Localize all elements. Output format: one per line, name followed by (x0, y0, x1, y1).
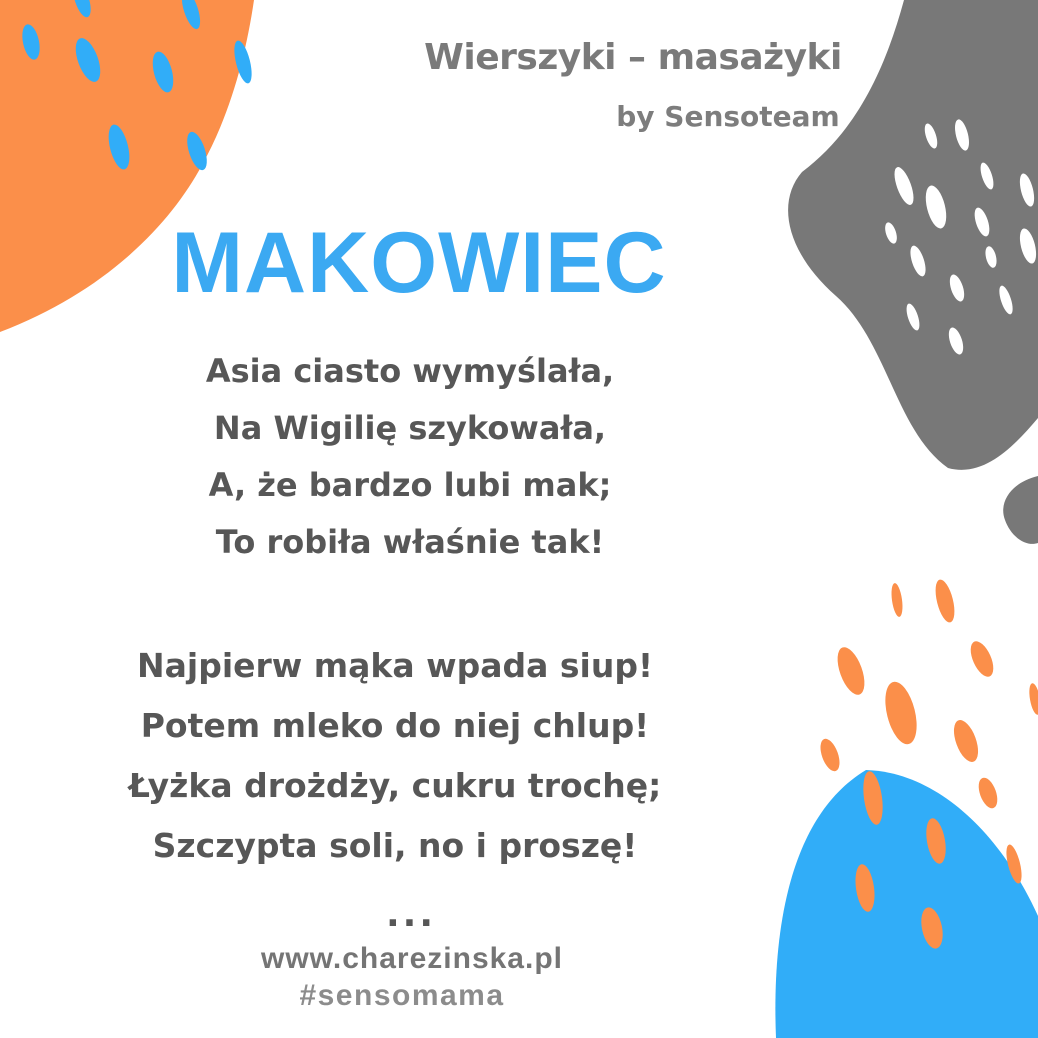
orange-dot (817, 736, 844, 773)
ellipsis-divider: ... (385, 894, 437, 935)
hashtag: #sensomama (299, 979, 505, 1012)
orange-dot (975, 775, 1001, 811)
orange-dot (949, 717, 983, 765)
poem-line: To robiła właśnie tak! (215, 523, 605, 561)
poem-title: MAKOWIEC (171, 215, 667, 311)
poem-stanza-2 (0, 636, 790, 876)
header-subtitle: by Sensoteam (616, 100, 840, 133)
orange-dot (966, 638, 998, 680)
poem-line: Na Wigilię szykowała, (213, 409, 607, 447)
poem-line: Najpierw mąka wpada siup! (137, 646, 653, 685)
gray-blob-lobe (1003, 476, 1038, 544)
orange-dot (832, 644, 870, 699)
orange-dot (1027, 682, 1038, 715)
orange-dot (890, 582, 905, 617)
poem-line: A, że bardzo lubi mak; (208, 466, 612, 504)
poem-line: Szczypta soli, no i proszę! (152, 826, 638, 865)
header-title: Wierszyki – masażyki (424, 37, 842, 78)
orange-dot (932, 578, 958, 625)
orange-dot (880, 679, 923, 748)
poem-line: Asia ciasto wymyślała, (205, 352, 615, 390)
poem-line: Łyżka drożdży, cukru trochę; (128, 766, 662, 805)
poem-line: Potem mleko do niej chlup! (140, 706, 650, 745)
website-url: www.charezinska.pl (261, 942, 563, 975)
poem-stanza-1 (0, 343, 820, 571)
